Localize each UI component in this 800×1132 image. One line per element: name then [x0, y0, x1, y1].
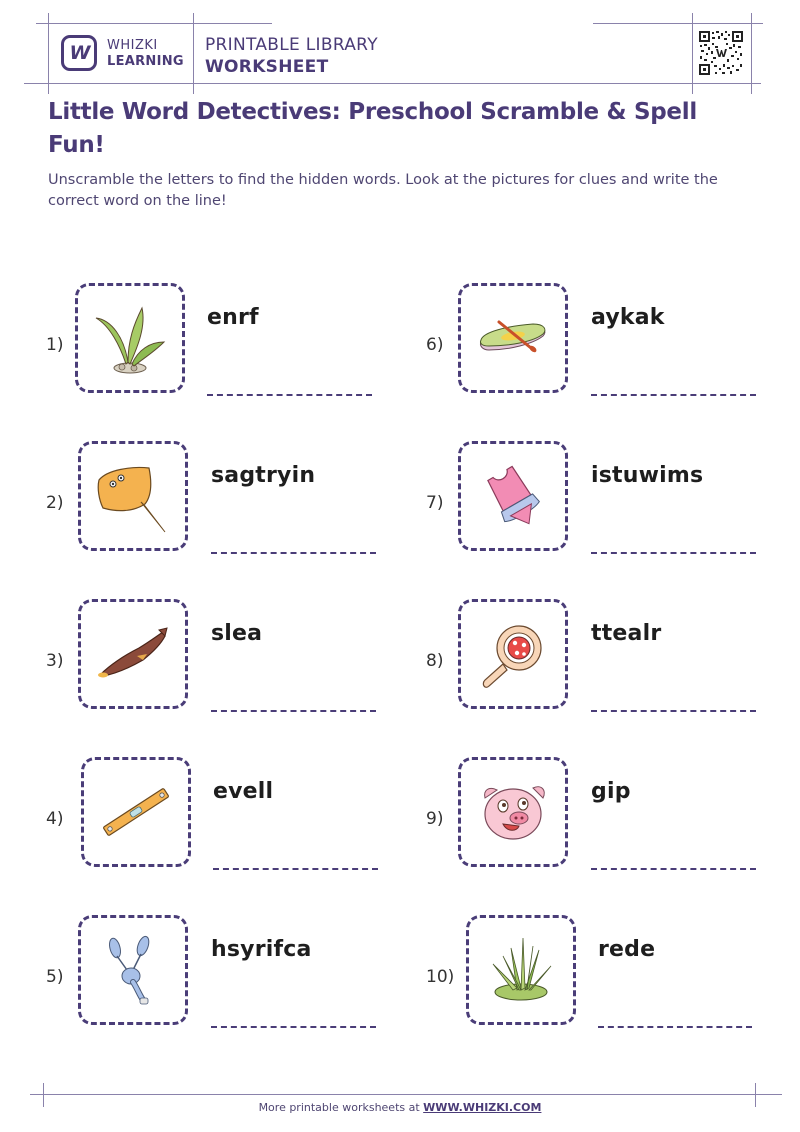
scrambled-word: ttealr — [591, 621, 662, 646]
stingray-icon — [93, 456, 173, 536]
scrambled-word: aykak — [591, 305, 665, 330]
header-divider-qr-right — [751, 13, 752, 94]
item-number: 1) — [46, 335, 64, 355]
answer-line[interactable] — [213, 868, 378, 870]
picture-frame — [78, 441, 188, 551]
header-divider-left — [48, 13, 49, 94]
brand-subname: LEARNING — [107, 54, 184, 69]
reed-icon — [481, 930, 561, 1010]
worksheet-label: WORKSHEET — [205, 57, 329, 77]
scrambled-word: hsyrifca — [211, 937, 312, 962]
item-number: 4) — [46, 809, 64, 829]
item-number: 8) — [426, 651, 444, 671]
pig-icon — [473, 772, 553, 852]
picture-frame — [75, 283, 185, 393]
answer-line[interactable] — [591, 394, 756, 396]
rattle-icon — [473, 614, 553, 694]
header-bottom-rule — [24, 83, 761, 84]
item-number: 10) — [426, 967, 455, 987]
picture-frame — [78, 915, 188, 1025]
answer-line[interactable] — [211, 1026, 376, 1028]
picture-frame — [458, 441, 568, 551]
picture-frame — [458, 283, 568, 393]
picture-frame — [458, 599, 568, 709]
scrambled-word: istuwims — [591, 463, 704, 488]
exercise-item-6 — [426, 283, 756, 398]
qr-code-icon — [698, 30, 744, 76]
header-top-rule — [36, 23, 272, 24]
instructions: Unscramble the letters to find the hidden words. Look at the pictures for clues and write the correct word on the line! — [48, 172, 718, 209]
exercise-item-5 — [46, 915, 376, 1030]
picture-frame — [458, 757, 568, 867]
brand-name: WHIZKI — [107, 38, 158, 53]
answer-line[interactable] — [591, 552, 756, 554]
exercise-item-2 — [46, 441, 376, 556]
scrambled-word: rede — [598, 937, 656, 962]
answer-line[interactable] — [598, 1026, 752, 1028]
footer-text: More printable worksheets at — [258, 1101, 424, 1114]
page-title: Little Word Detectives: Preschool Scramble & Spell Fun! — [48, 99, 697, 158]
picture-frame — [466, 915, 576, 1025]
scrambled-word: sagtryin — [211, 463, 316, 488]
exercise-item-4 — [46, 757, 376, 872]
answer-line[interactable] — [591, 868, 756, 870]
item-number: 5) — [46, 967, 64, 987]
logo-letter: W — [69, 42, 89, 64]
picture-frame — [78, 599, 188, 709]
exercise-item-8 — [426, 599, 756, 714]
answer-line[interactable] — [211, 552, 376, 554]
kayak-icon — [473, 298, 553, 378]
exercise-item-3 — [46, 599, 376, 714]
footer — [0, 1101, 800, 1114]
seal-icon — [93, 614, 173, 694]
whizki-logo-icon — [61, 35, 97, 71]
library-label: PRINTABLE LIBRARY — [205, 35, 378, 55]
item-number: 3) — [46, 651, 64, 671]
header-divider-mid — [193, 13, 194, 94]
item-number: 7) — [426, 493, 444, 513]
swimsuit-icon — [473, 456, 553, 536]
answer-line[interactable] — [207, 394, 372, 396]
answer-line[interactable] — [211, 710, 376, 712]
answer-line[interactable] — [591, 710, 756, 712]
scrambled-word: enrf — [207, 305, 259, 330]
scrambled-word: slea — [211, 621, 263, 646]
exercise-item-7 — [426, 441, 756, 556]
exercise-item-10 — [426, 915, 756, 1030]
scrambled-word: evell — [213, 779, 274, 804]
level-tool-icon — [96, 772, 176, 852]
footer-rule — [30, 1094, 782, 1095]
item-number: 6) — [426, 335, 444, 355]
exercise-item-1 — [46, 283, 376, 398]
item-number: 2) — [46, 493, 64, 513]
picture-frame — [81, 757, 191, 867]
item-number: 9) — [426, 809, 444, 829]
fern-icon — [90, 298, 170, 378]
header-divider-qr-left — [692, 13, 693, 94]
header-top-rule-right — [593, 23, 763, 24]
crayfish-icon — [93, 930, 173, 1010]
scrambled-word: gip — [591, 779, 631, 804]
exercise-item-9 — [426, 757, 756, 872]
website-link[interactable]: WWW.WHIZKI.COM — [423, 1101, 542, 1114]
